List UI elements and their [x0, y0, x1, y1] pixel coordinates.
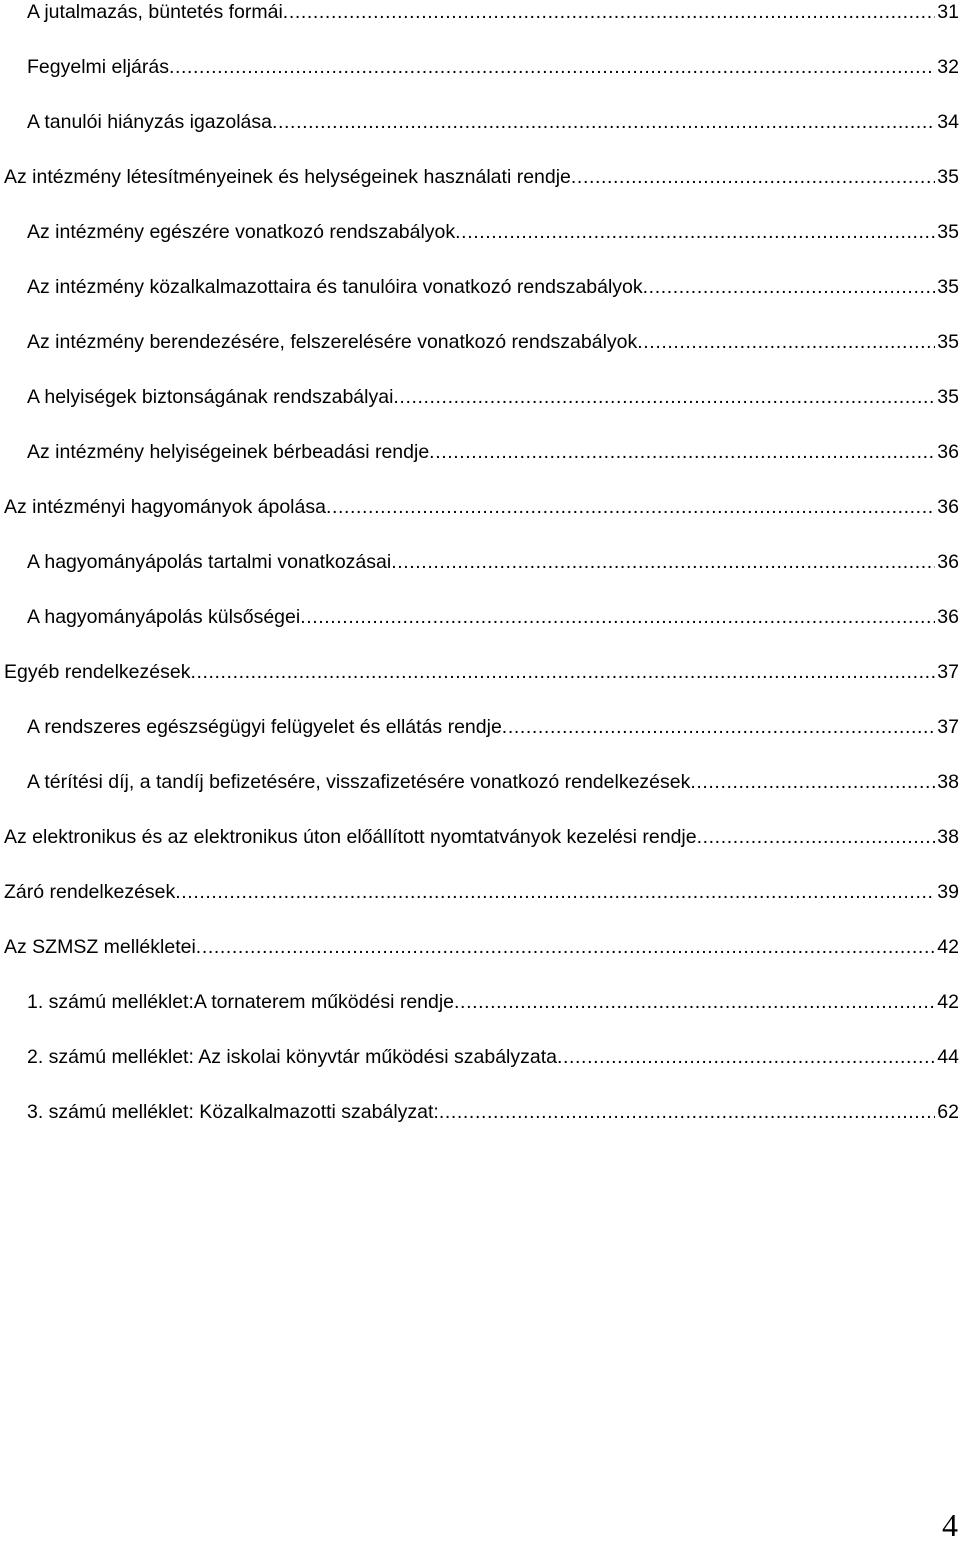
toc-entry-title: 1. számú melléklet:A tornaterem működési rendje: [27, 991, 455, 1013]
toc-entry[interactable]: [27, 437, 960, 467]
toc-entry[interactable]: [4, 657, 960, 687]
toc-dot-leader: [571, 162, 935, 192]
toc-entry[interactable]: [27, 547, 960, 577]
toc-dot-leader: [637, 327, 935, 357]
toc-entry[interactable]: [4, 932, 960, 962]
toc-entry-page: 35: [937, 276, 959, 298]
toc-entry[interactable]: [27, 712, 960, 742]
toc-entry[interactable]: [27, 272, 960, 302]
toc-dot-leader: [439, 1097, 935, 1127]
toc-entry-page: 37: [937, 661, 959, 683]
toc-entry-page: 38: [937, 826, 959, 848]
toc-entry[interactable]: [27, 1097, 960, 1127]
page-number: 4: [942, 1507, 958, 1543]
toc-entry-title: Záró rendelkezések: [4, 881, 176, 903]
toc-entry-page: 35: [937, 166, 959, 188]
toc-entry-page: 34: [937, 111, 959, 133]
toc-entry-title: A térítési díj, a tandíj befizetésére, visszafizetésére vonatkozó rendelkezések: [27, 771, 691, 793]
toc-entry-title: Az intézmény helyiségeinek bérbeadási rendje: [27, 441, 430, 463]
toc-entry[interactable]: [27, 767, 960, 797]
toc-entry[interactable]: [27, 0, 960, 27]
toc-dot-leader: [169, 52, 935, 82]
toc-entry-title: Fegyelmi eljárás: [27, 56, 169, 78]
toc-entry-page: 36: [937, 551, 959, 573]
toc-entry-title: Egyéb rendelkezések: [4, 661, 191, 683]
toc-entry-title: A jutalmazás, büntetés formái: [27, 1, 283, 23]
toc-entry-page: 35: [937, 386, 959, 408]
toc-entry-title: A hagyományápolás tartalmi vonatkozásai: [27, 551, 392, 573]
toc-entry-title: A tanulói hiányzás igazolása: [27, 111, 272, 133]
toc-dot-leader: [557, 1042, 935, 1072]
toc-entry-title: A hagyományápolás külsőségei: [27, 606, 301, 628]
toc-entry-page: 39: [937, 881, 959, 903]
toc-dot-leader: [300, 602, 935, 632]
toc-dot-leader: [697, 822, 936, 852]
toc-entry-title: Az intézmény közalkalmazottaira és tanulóira vonatkozó rendszabályok: [27, 276, 643, 298]
toc-entry-page: 31: [937, 1, 959, 23]
toc-dot-leader: [175, 877, 935, 907]
toc-entry[interactable]: [4, 162, 960, 192]
toc-entry[interactable]: [27, 382, 960, 412]
toc-entry-page: 42: [937, 991, 959, 1013]
toc-entry[interactable]: [27, 107, 960, 137]
toc-dot-leader: [196, 932, 936, 962]
toc-entry[interactable]: [27, 217, 960, 247]
toc-dot-leader: [391, 547, 935, 577]
toc-entry-page: 37: [937, 716, 959, 738]
toc-dot-leader: [190, 657, 935, 687]
toc-entry-page: 35: [937, 221, 959, 243]
toc-entry[interactable]: [4, 822, 960, 852]
toc-entry-title: Az intézmény létesítményeinek és helységeinek használati rendje: [4, 166, 571, 188]
toc-dot-leader: [272, 107, 935, 137]
toc-entry-title: Az intézmény berendezésére, felszerelésére vonatkozó rendszabályok: [27, 331, 638, 353]
toc-entry-title: 3. számú melléklet: Közalkalmazotti szabályzat:: [27, 1101, 439, 1123]
toc-entry-title: Az elektronikus és az elektronikus úton előállított nyomtatványok kezelési rendje: [4, 826, 697, 848]
toc-entry-page: 36: [937, 496, 959, 518]
toc-entry-page: 32: [937, 56, 959, 78]
toc-dot-leader: [393, 382, 935, 412]
toc-dot-leader: [455, 217, 935, 247]
toc-dot-leader: [326, 492, 935, 522]
toc-entry[interactable]: [4, 877, 960, 907]
toc-entry-page: 35: [937, 331, 959, 353]
toc-dot-leader: [429, 437, 935, 467]
toc-entry-title: A rendszeres egészségügyi felügyelet és ellátás rendje: [27, 716, 502, 738]
toc-entry-title: Az intézményi hagyományok ápolása: [4, 496, 326, 518]
toc-entry-page: 42: [937, 936, 959, 958]
toc-dot-leader: [454, 987, 935, 1017]
toc-dot-leader: [502, 712, 936, 742]
toc-entry-title: A helyiségek biztonságának rendszabályai: [27, 386, 394, 408]
toc-entry-title: Az SZMSZ mellékletei: [4, 936, 196, 958]
toc-entry-title: Az intézmény egészére vonatkozó rendszabályok: [27, 221, 456, 243]
toc-entry-title: 2. számú melléklet: Az iskolai könyvtár működési szabályzata: [27, 1046, 557, 1068]
toc-entry[interactable]: [4, 492, 960, 522]
toc-dot-leader: [283, 0, 936, 27]
toc-entry[interactable]: [27, 1042, 960, 1072]
toc-entry-page: 36: [937, 606, 959, 628]
toc-entry-page: 62: [937, 1101, 959, 1123]
toc-entry[interactable]: [27, 327, 960, 357]
toc-dot-leader: [690, 767, 935, 797]
toc-entry-page: 38: [937, 771, 959, 793]
toc-entry-page: 44: [937, 1046, 959, 1068]
toc-entry[interactable]: [27, 52, 960, 82]
toc-entry[interactable]: [27, 602, 960, 632]
toc-dot-leader: [643, 272, 936, 302]
toc-entry[interactable]: [27, 987, 960, 1017]
toc-entry-page: 36: [937, 441, 959, 463]
